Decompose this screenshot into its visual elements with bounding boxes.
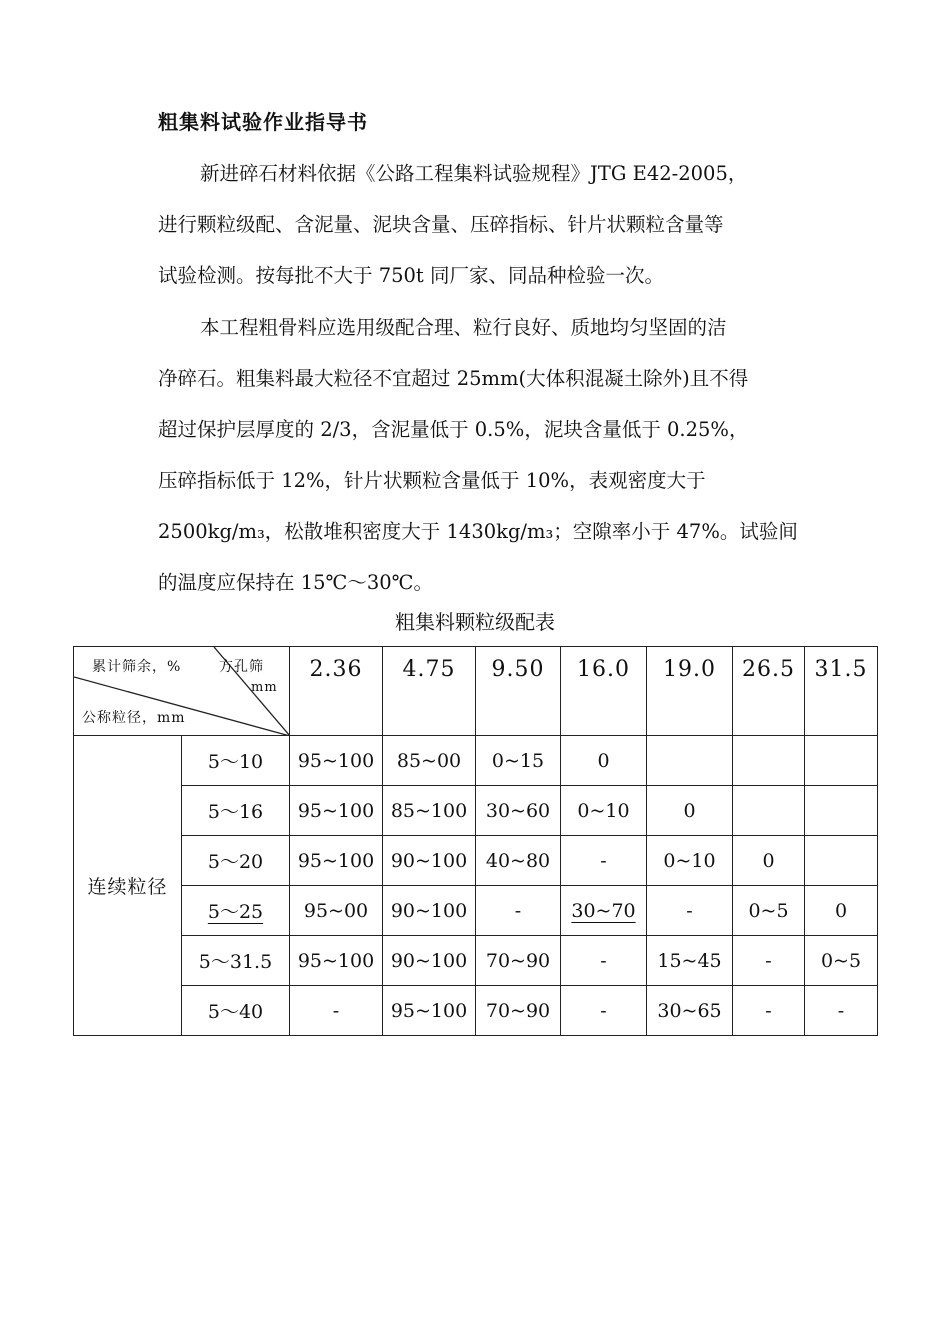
document-title: 粗集料试验作业指导书 <box>158 110 368 134</box>
table-cell: 0~10 <box>647 836 733 886</box>
nominal-size-cell: 5～10 <box>182 736 290 786</box>
nominal-size-cell: 5～40 <box>182 986 290 1036</box>
table-cell: 95~100 <box>290 936 383 986</box>
table-cell: - <box>561 986 647 1036</box>
table-cell: 15~45 <box>647 936 733 986</box>
table-cell: 0 <box>561 736 647 786</box>
table-row <box>74 986 878 1036</box>
table-cell: 0 <box>647 786 733 836</box>
table-cell: 0~5 <box>805 936 878 986</box>
table-header-row <box>74 647 878 736</box>
table-cell: 30~60 <box>476 786 561 836</box>
sieve-size-header: 16.0 <box>561 647 647 736</box>
table-cell <box>733 736 805 786</box>
table-cell: 0~10 <box>561 786 647 836</box>
paragraph-line: 新进碎石材料依据《公路工程集料试验规程》JTG E42-2005， <box>200 162 748 185</box>
sieve-size-header: 26.5 <box>733 647 805 736</box>
table-row <box>74 786 878 836</box>
table-cell: 85~100 <box>383 786 476 836</box>
table-cell: - <box>805 986 878 1036</box>
corner-cumulative-label: 累计筛余，% <box>92 659 182 675</box>
paragraph-line: 净碎石。粗集料最大粒径不宜超过 25mm(大体积混凝土除外)且不得 <box>158 367 749 390</box>
sieve-size-header: 4.75 <box>383 647 476 736</box>
gradation-table <box>73 646 878 1036</box>
table-cell: 95~100 <box>290 836 383 886</box>
nominal-size-cell <box>182 886 290 936</box>
table-cell <box>805 836 878 886</box>
corner-sieve-unit: mm <box>251 680 278 695</box>
corner-nominal-size-label: 公称粒径，mm <box>82 710 186 726</box>
corner-sieve-label: 方孔筛 <box>219 659 264 675</box>
table-cell: 90~100 <box>383 936 476 986</box>
table-cell: 70~90 <box>476 936 561 986</box>
sieve-size-header: 9.50 <box>476 647 561 736</box>
table-cell: 0~5 <box>733 886 805 936</box>
table-caption: 粗集料颗粒级配表 <box>395 610 555 634</box>
paragraph-line: 压碎指标低于 12%，针片状颗粒含量低于 10%，表观密度大于 <box>158 469 706 492</box>
table-cell: 95~100 <box>290 736 383 786</box>
table-row <box>74 836 878 886</box>
table-cell <box>561 886 647 936</box>
table-cell <box>805 736 878 786</box>
nominal-size-cell: 5～16 <box>182 786 290 836</box>
table-cell: 95~100 <box>383 986 476 1036</box>
sieve-size-header: 19.0 <box>647 647 733 736</box>
table-cell: 95~100 <box>290 786 383 836</box>
paragraph-line: 进行颗粒级配、含泥量、泥块含量、压碎指标、针片状颗粒含量等 <box>158 213 724 236</box>
table-cell: 40~80 <box>476 836 561 886</box>
nominal-size-text: 5～25 <box>207 901 264 923</box>
paragraph-line: 本工程粗骨料应选用级配合理、粒行良好、质地均匀坚固的洁 <box>200 316 727 339</box>
table-cell <box>647 736 733 786</box>
table-cell: - <box>733 936 805 986</box>
table-cell: 95~00 <box>290 886 383 936</box>
table-cell: 70~90 <box>476 986 561 1036</box>
paragraph-line: 超过保护层厚度的 2/3，含泥量低于 0.5%，泥块含量低于 0.25%， <box>158 418 749 441</box>
table-cell: - <box>733 986 805 1036</box>
nominal-size-cell: 5～31.5 <box>182 936 290 986</box>
table-cell: 85~00 <box>383 736 476 786</box>
table-cell <box>805 786 878 836</box>
paragraph-line: 试验检测。按每批不大于 750t 同厂家、同品种检验一次。 <box>158 264 664 287</box>
table-row <box>74 886 878 936</box>
paragraph-line: 的温度应保持在 15℃～30℃。 <box>158 571 433 594</box>
table-cell: - <box>561 936 647 986</box>
table-cell: 90~100 <box>383 836 476 886</box>
table-cell: 30~65 <box>647 986 733 1036</box>
group-label-continuous: 连续粒径 <box>74 736 182 1036</box>
nominal-size-cell: 5～20 <box>182 836 290 886</box>
paragraph-test-basis <box>158 148 808 301</box>
table-cell: - <box>561 836 647 886</box>
table-row <box>74 936 878 986</box>
table-cell: 0~15 <box>476 736 561 786</box>
table-row <box>74 736 878 786</box>
table-cell <box>733 786 805 836</box>
sieve-size-header: 31.5 <box>805 647 878 736</box>
table-cell: - <box>647 886 733 936</box>
table-cell: - <box>290 986 383 1036</box>
sieve-size-header: 2.36 <box>290 647 383 736</box>
paragraph-requirements <box>158 302 808 608</box>
table-cell: 0 <box>805 886 878 936</box>
table-cell: 0 <box>733 836 805 886</box>
cell-text: 30~70 <box>571 899 636 922</box>
paragraph-line: 2500kg/m₃，松散堆积密度大于 1430kg/m₃；空隙率小于 47%。试验间 <box>158 520 798 543</box>
corner-header-cell <box>74 647 290 736</box>
table-cell: 90~100 <box>383 886 476 936</box>
table-cell: - <box>476 886 561 936</box>
